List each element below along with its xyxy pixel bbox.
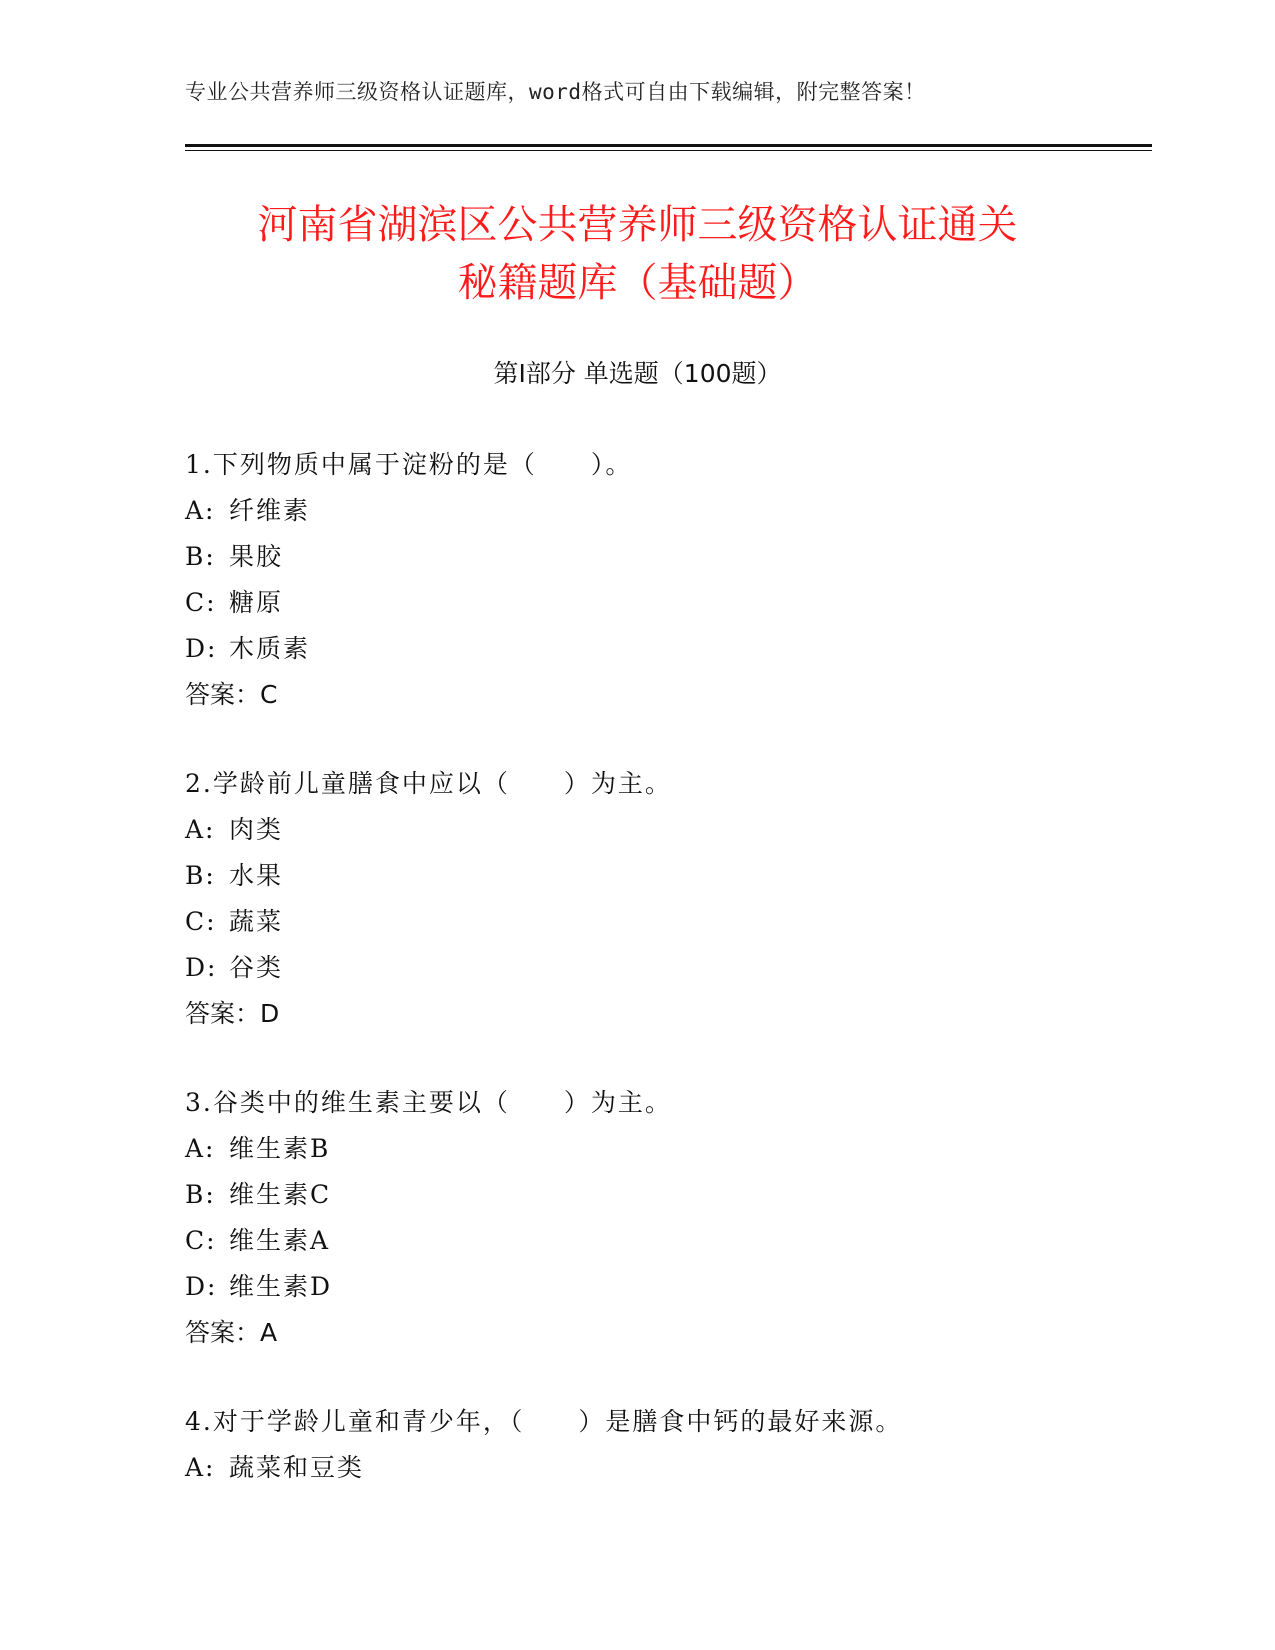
question-item — [185, 1399, 1145, 1491]
answer: 答案：A — [185, 1318, 278, 1347]
option-text: 蔬菜 — [229, 907, 284, 936]
option-text: 木质素 — [229, 634, 311, 663]
option-text: 维生素A — [229, 1226, 331, 1255]
option-c — [185, 580, 1145, 626]
option-key: A: — [185, 496, 216, 525]
question-item — [185, 442, 1145, 718]
option-text: 维生素C — [229, 1180, 332, 1209]
option-key: A: — [185, 1453, 216, 1482]
option-text: 蔬菜和豆类 — [229, 1453, 365, 1482]
option-key: C: — [185, 588, 217, 617]
question-stem: 1.下列物质中属于淀粉的是（ ）。 — [185, 450, 633, 479]
option-text: 肉类 — [229, 815, 284, 844]
option-key: A: — [185, 815, 216, 844]
option-text: 水果 — [229, 861, 284, 890]
option-key: B: — [185, 861, 216, 890]
option-key: D: — [185, 634, 218, 663]
question-list — [185, 442, 1145, 1534]
option-key: D: — [185, 1272, 218, 1301]
question-item — [185, 761, 1145, 1037]
question-item — [185, 1080, 1145, 1356]
option-key: C: — [185, 907, 217, 936]
question-stem: 3.谷类中的维生素主要以（ ）为主。 — [185, 1088, 672, 1117]
option-text: 谷类 — [229, 953, 284, 982]
option-a — [185, 488, 1145, 534]
option-b — [185, 534, 1145, 580]
option-c — [185, 899, 1145, 945]
option-c — [185, 1218, 1145, 1264]
document-title — [185, 196, 1090, 312]
question-stem: 2.学龄前儿童膳食中应以（ ）为主。 — [185, 769, 672, 798]
section-heading: 第Ⅰ部分 单选题（100题） — [493, 359, 782, 388]
option-b — [185, 1172, 1145, 1218]
option-key: D: — [185, 953, 218, 982]
option-d — [185, 1264, 1145, 1310]
option-a — [185, 1445, 1145, 1491]
option-b — [185, 853, 1145, 899]
option-key: C: — [185, 1226, 217, 1255]
answer: 答案：D — [185, 999, 280, 1028]
question-stem: 4.对于学龄儿童和青少年，（ ）是膳食中钙的最好来源。 — [185, 1407, 903, 1436]
option-d — [185, 626, 1145, 672]
header-rule-thin — [185, 150, 1152, 151]
option-a — [185, 1126, 1145, 1172]
option-d — [185, 945, 1145, 991]
title-line-1: 河南省湖滨区公共营养师三级资格认证通关 — [257, 202, 1018, 248]
option-text: 糖原 — [229, 588, 284, 617]
option-text: 维生素B — [229, 1134, 331, 1163]
answer: 答案：C — [185, 680, 278, 709]
option-a — [185, 807, 1145, 853]
option-text: 果胶 — [229, 542, 284, 571]
title-line-2: 秘籍题库（基础题） — [457, 260, 818, 306]
option-text: 维生素D — [229, 1272, 333, 1301]
header-rule-thick — [185, 144, 1152, 147]
page-header: 专业公共营养师三级资格认证题库，word格式可自由下载编辑，附完整答案！ — [185, 80, 926, 104]
option-key: B: — [185, 542, 216, 571]
option-key: B: — [185, 1180, 216, 1209]
option-key: A: — [185, 1134, 216, 1163]
option-text: 纤维素 — [229, 496, 311, 525]
